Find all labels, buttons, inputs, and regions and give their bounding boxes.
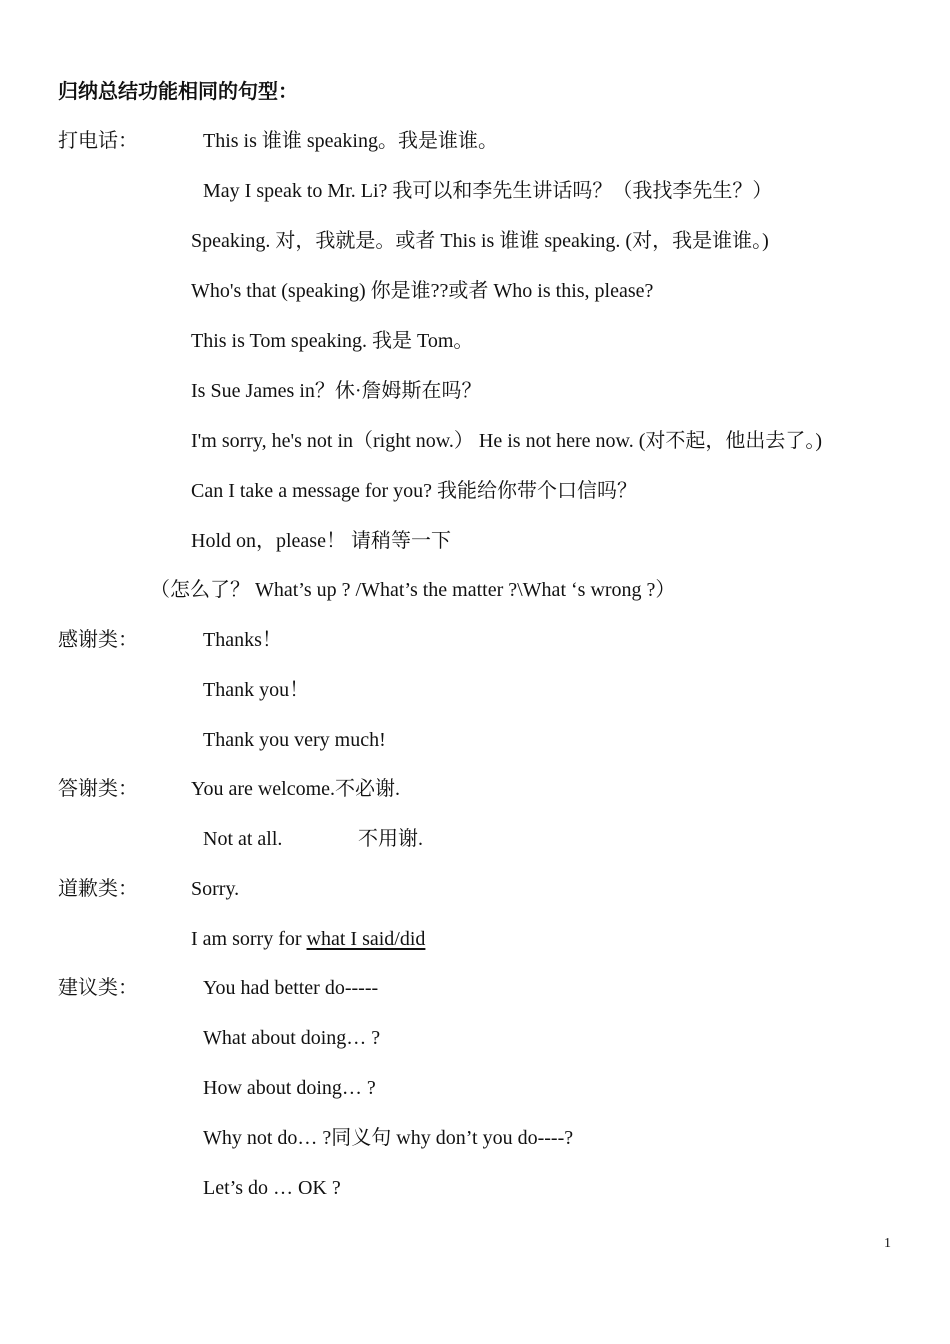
- thanks-line: Thank you！: [203, 679, 310, 701]
- section-label-apology: 道歉类：: [58, 878, 138, 900]
- reply-line: You are welcome.不必谢.: [191, 778, 401, 800]
- apology-line: [191, 927, 425, 951]
- suggest-line: You had better do-----: [203, 977, 379, 999]
- apology-line: Sorry.: [191, 878, 240, 900]
- phone-line: Can I take a message for you? 我能给你带个口信吗？: [191, 480, 638, 502]
- thanks-line: Thank you very much!: [203, 729, 386, 751]
- section-label-phone: 打电话：: [58, 130, 138, 152]
- phone-line: Who's that (speaking) 你是谁??或者 Who is this, please?: [191, 280, 654, 302]
- suggest-line: How about doing… ?: [203, 1077, 376, 1099]
- phone-aside-note: （怎么了？ What’s up ? /What’s the matter ?\What ‘s wrong ?）: [150, 579, 676, 601]
- suggest-line: What about doing… ?: [203, 1027, 381, 1049]
- phone-line: I'm sorry, he's not in（right now.） He is not here now. (对不起，他出去了。): [191, 430, 823, 452]
- apology-line-prefix: I am sorry for: [191, 928, 307, 950]
- section-label-reply: 答谢类：: [58, 778, 138, 800]
- phone-line: Speaking. 对，我就是。或者 This is 谁谁 speaking. (对，我是谁谁。): [191, 230, 769, 252]
- page-title: 归纳总结功能相同的句型：: [58, 81, 298, 103]
- section-label-thanks: 感谢类：: [58, 629, 138, 651]
- thanks-line: Thanks！: [203, 629, 282, 651]
- reply-line-english: Not at all.: [203, 828, 283, 850]
- apology-line-underlined: what I said/did: [306, 928, 426, 950]
- suggest-line: Let’s do … OK ?: [203, 1177, 341, 1199]
- phone-line: This is Tom speaking. 我是 Tom。: [191, 330, 474, 352]
- section-label-suggest: 建议类：: [58, 977, 138, 999]
- phone-line: May I speak to Mr. Li? 我可以和李先生讲话吗？（我找李先生？）: [203, 180, 773, 202]
- reply-line-chinese: 不用谢.: [358, 828, 423, 850]
- phone-line: Is Sue James in？休·詹姆斯在吗？: [191, 380, 482, 402]
- phone-line: Hold on，please！ 请稍等一下: [191, 530, 451, 552]
- suggest-line: Why not do… ?同义句 why don’t you do----?: [203, 1127, 574, 1149]
- page-number: 1: [884, 1236, 891, 1251]
- phone-line: This is 谁谁 speaking。我是谁谁。: [203, 130, 498, 152]
